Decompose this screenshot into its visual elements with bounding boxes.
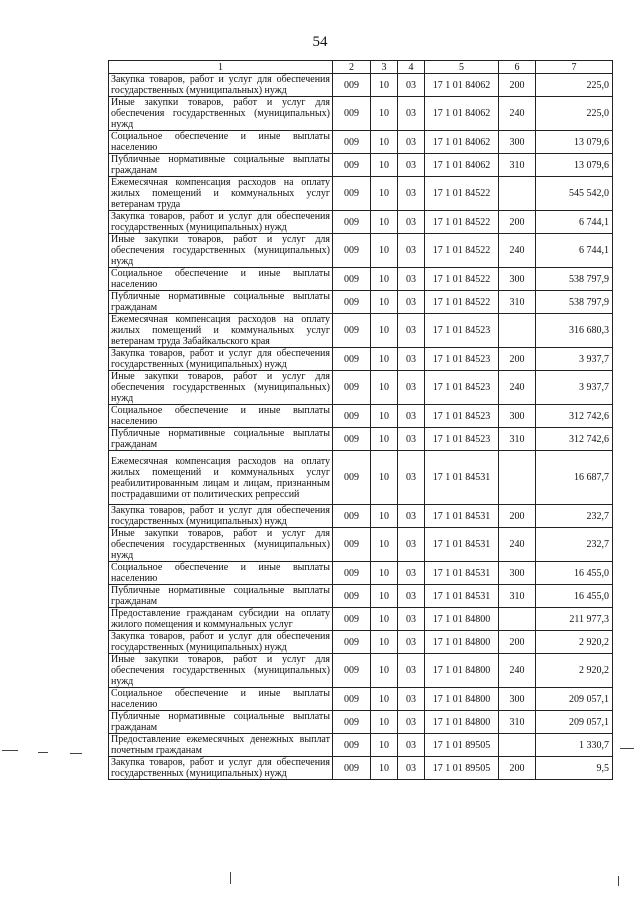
column-header: 2 — [333, 61, 371, 74]
cell-col5: 17 1 01 84800 — [425, 608, 499, 631]
cell-col4: 03 — [398, 234, 425, 268]
scan-artifact — [230, 872, 231, 884]
row-name: Закупка товаров, работ и услуг для обеспечения государственных (муниципальных) нужд — [109, 74, 333, 97]
cell-col5: 17 1 01 84531 — [425, 585, 499, 608]
table-row — [109, 291, 613, 314]
row-name: Иные закупки товаров, работ и услуг для обеспечения государственных (муниципальных) нужд — [109, 371, 333, 405]
cell-col3: 10 — [371, 711, 398, 734]
cell-col3: 10 — [371, 131, 398, 154]
cell-col6: 240 — [499, 528, 536, 562]
cell-col3: 10 — [371, 734, 398, 757]
table-row — [109, 428, 613, 451]
budget-table — [108, 60, 613, 780]
cell-col3: 10 — [371, 234, 398, 268]
table-row — [109, 631, 613, 654]
cell-col2: 009 — [333, 654, 371, 688]
cell-col7: 16 687,7 — [536, 451, 613, 505]
table-row — [109, 74, 613, 97]
cell-col5: 17 1 01 84522 — [425, 211, 499, 234]
table-row — [109, 757, 613, 780]
cell-col2: 009 — [333, 74, 371, 97]
cell-col3: 10 — [371, 74, 398, 97]
cell-col5: 17 1 01 84800 — [425, 688, 499, 711]
cell-col7: 6 744,1 — [536, 234, 613, 268]
cell-col2: 009 — [333, 428, 371, 451]
cell-col7: 225,0 — [536, 74, 613, 97]
table-row — [109, 405, 613, 428]
cell-col4: 03 — [398, 528, 425, 562]
column-header: 5 — [425, 61, 499, 74]
cell-col2: 009 — [333, 505, 371, 528]
cell-col2: 009 — [333, 608, 371, 631]
cell-col4: 03 — [398, 348, 425, 371]
cell-col5: 17 1 01 89505 — [425, 734, 499, 757]
cell-col3: 10 — [371, 348, 398, 371]
cell-col6: 310 — [499, 585, 536, 608]
column-header: 4 — [398, 61, 425, 74]
cell-col6: 300 — [499, 268, 536, 291]
cell-col3: 10 — [371, 291, 398, 314]
row-name: Социальное обеспечение и иные выплаты населению — [109, 562, 333, 585]
row-name: Социальное обеспечение и иные выплаты населению — [109, 268, 333, 291]
cell-col2: 009 — [333, 234, 371, 268]
cell-col7: 232,7 — [536, 528, 613, 562]
cell-col7: 3 937,7 — [536, 371, 613, 405]
cell-col6: 200 — [499, 631, 536, 654]
cell-col3: 10 — [371, 451, 398, 505]
row-name: Ежемесячная компенсация расходов на оплату жилых помещений и коммунальных услуг ветеранам труда Забайкальского края — [109, 314, 333, 348]
row-name: Закупка товаров, работ и услуг для обеспечения государственных (муниципальных) нужд — [109, 505, 333, 528]
cell-col4: 03 — [398, 154, 425, 177]
cell-col3: 10 — [371, 562, 398, 585]
cell-col3: 10 — [371, 688, 398, 711]
cell-col6: 300 — [499, 405, 536, 428]
table-row — [109, 348, 613, 371]
row-name: Иные закупки товаров, работ и услуг для обеспечения государственных (муниципальных) нужд — [109, 97, 333, 131]
cell-col2: 009 — [333, 131, 371, 154]
table-row — [109, 234, 613, 268]
cell-col3: 10 — [371, 608, 398, 631]
cell-col5: 17 1 01 84523 — [425, 348, 499, 371]
cell-col5: 17 1 01 84522 — [425, 268, 499, 291]
cell-col6: 240 — [499, 371, 536, 405]
cell-col5: 17 1 01 84531 — [425, 451, 499, 505]
row-name: Социальное обеспечение и иные выплаты населению — [109, 131, 333, 154]
cell-col4: 03 — [398, 562, 425, 585]
cell-col2: 009 — [333, 562, 371, 585]
scan-artifact — [70, 753, 82, 754]
row-name: Публичные нормативные социальные выплаты гражданам — [109, 291, 333, 314]
cell-col2: 009 — [333, 371, 371, 405]
table-row — [109, 268, 613, 291]
table-header-row — [109, 61, 613, 74]
cell-col4: 03 — [398, 405, 425, 428]
column-header: 6 — [499, 61, 536, 74]
cell-col3: 10 — [371, 154, 398, 177]
cell-col5: 17 1 01 84062 — [425, 97, 499, 131]
column-header: 3 — [371, 61, 398, 74]
cell-col2: 009 — [333, 97, 371, 131]
cell-col5: 17 1 01 84522 — [425, 234, 499, 268]
cell-col6: 240 — [499, 654, 536, 688]
cell-col6 — [499, 177, 536, 211]
cell-col5: 17 1 01 84800 — [425, 654, 499, 688]
cell-col7: 232,7 — [536, 505, 613, 528]
cell-col5: 17 1 01 84531 — [425, 505, 499, 528]
cell-col4: 03 — [398, 97, 425, 131]
cell-col4: 03 — [398, 608, 425, 631]
cell-col6: 300 — [499, 131, 536, 154]
cell-col3: 10 — [371, 428, 398, 451]
cell-col2: 009 — [333, 405, 371, 428]
row-name: Ежемесячная компенсация расходов на оплату жилых помещений и коммунальных услуг реабилитированным лицам и лицам, признанным пострадавшими от политических репрессий — [109, 451, 333, 505]
cell-col4: 03 — [398, 131, 425, 154]
cell-col5: 17 1 01 89505 — [425, 757, 499, 780]
cell-col7: 16 455,0 — [536, 562, 613, 585]
cell-col6: 200 — [499, 211, 536, 234]
cell-col2: 009 — [333, 348, 371, 371]
cell-col5: 17 1 01 84522 — [425, 177, 499, 211]
row-name: Предоставление гражданам субсидии на оплату жилого помещения и коммунальных услуг — [109, 608, 333, 631]
cell-col2: 009 — [333, 688, 371, 711]
cell-col2: 009 — [333, 154, 371, 177]
row-name: Иные закупки товаров, работ и услуг для обеспечения государственных (муниципальных) нужд — [109, 528, 333, 562]
cell-col7: 538 797,9 — [536, 268, 613, 291]
table-row — [109, 131, 613, 154]
cell-col7: 2 920,2 — [536, 654, 613, 688]
page-number: 54 — [312, 34, 328, 50]
row-name: Закупка товаров, работ и услуг для обеспечения государственных (муниципальных) нужд — [109, 348, 333, 371]
cell-col4: 03 — [398, 428, 425, 451]
table-row — [109, 451, 613, 505]
row-name: Социальное обеспечение и иные выплаты населению — [109, 688, 333, 711]
cell-col7: 13 079,6 — [536, 154, 613, 177]
cell-col3: 10 — [371, 405, 398, 428]
cell-col6 — [499, 314, 536, 348]
cell-col4: 03 — [398, 654, 425, 688]
cell-col4: 03 — [398, 371, 425, 405]
cell-col5: 17 1 01 84523 — [425, 314, 499, 348]
cell-col2: 009 — [333, 451, 371, 505]
column-header: 1 — [109, 61, 333, 74]
cell-col2: 009 — [333, 711, 371, 734]
table-row — [109, 505, 613, 528]
cell-col6: 240 — [499, 97, 536, 131]
scan-artifact — [620, 748, 634, 749]
cell-col7: 209 057,1 — [536, 688, 613, 711]
cell-col4: 03 — [398, 711, 425, 734]
cell-col5: 17 1 01 84062 — [425, 154, 499, 177]
scan-artifact — [38, 752, 48, 753]
table-row — [109, 688, 613, 711]
cell-col3: 10 — [371, 585, 398, 608]
row-name: Ежемесячная компенсация расходов на оплату жилых помещений и коммунальных услуг ветеранам труда — [109, 177, 333, 211]
table-row — [109, 585, 613, 608]
cell-col2: 009 — [333, 631, 371, 654]
table-row — [109, 562, 613, 585]
cell-col2: 009 — [333, 177, 371, 211]
row-name: Иные закупки товаров, работ и услуг для обеспечения государственных (муниципальных) нужд — [109, 654, 333, 688]
cell-col6: 310 — [499, 291, 536, 314]
cell-col4: 03 — [398, 505, 425, 528]
cell-col7: 16 455,0 — [536, 585, 613, 608]
cell-col6: 200 — [499, 757, 536, 780]
cell-col5: 17 1 01 84062 — [425, 131, 499, 154]
cell-col4: 03 — [398, 688, 425, 711]
row-name: Иные закупки товаров, работ и услуг для обеспечения государственных (муниципальных) нужд — [109, 234, 333, 268]
cell-col7: 316 680,3 — [536, 314, 613, 348]
row-name: Предоставление ежемесячных денежных выплат почетным гражданам — [109, 734, 333, 757]
table-row — [109, 154, 613, 177]
table-row — [109, 314, 613, 348]
table-row — [109, 528, 613, 562]
cell-col4: 03 — [398, 211, 425, 234]
cell-col5: 17 1 01 84800 — [425, 711, 499, 734]
row-name: Публичные нормативные социальные выплаты гражданам — [109, 154, 333, 177]
cell-col7: 13 079,6 — [536, 131, 613, 154]
cell-col2: 009 — [333, 211, 371, 234]
cell-col7: 225,0 — [536, 97, 613, 131]
cell-col5: 17 1 01 84531 — [425, 562, 499, 585]
cell-col7: 1 330,7 — [536, 734, 613, 757]
row-name: Закупка товаров, работ и услуг для обеспечения государственных (муниципальных) нужд — [109, 757, 333, 780]
cell-col7: 209 057,1 — [536, 711, 613, 734]
row-name: Публичные нормативные социальные выплаты гражданам — [109, 585, 333, 608]
row-name: Закупка товаров, работ и услуг для обеспечения государственных (муниципальных) нужд — [109, 631, 333, 654]
cell-col3: 10 — [371, 631, 398, 654]
cell-col6 — [499, 734, 536, 757]
cell-col2: 009 — [333, 757, 371, 780]
cell-col2: 009 — [333, 585, 371, 608]
cell-col7: 545 542,0 — [536, 177, 613, 211]
cell-col3: 10 — [371, 211, 398, 234]
cell-col2: 009 — [333, 734, 371, 757]
table-row — [109, 211, 613, 234]
cell-col3: 10 — [371, 268, 398, 291]
table-row — [109, 177, 613, 211]
cell-col7: 3 937,7 — [536, 348, 613, 371]
cell-col6 — [499, 451, 536, 505]
cell-col3: 10 — [371, 371, 398, 405]
cell-col4: 03 — [398, 314, 425, 348]
cell-col4: 03 — [398, 451, 425, 505]
cell-col7: 538 797,9 — [536, 291, 613, 314]
cell-col4: 03 — [398, 734, 425, 757]
cell-col3: 10 — [371, 177, 398, 211]
cell-col7: 2 920,2 — [536, 631, 613, 654]
cell-col3: 10 — [371, 654, 398, 688]
cell-col3: 10 — [371, 528, 398, 562]
cell-col5: 17 1 01 84523 — [425, 428, 499, 451]
cell-col4: 03 — [398, 268, 425, 291]
cell-col6: 200 — [499, 348, 536, 371]
row-name: Публичные нормативные социальные выплаты гражданам — [109, 711, 333, 734]
cell-col7: 6 744,1 — [536, 211, 613, 234]
column-header: 7 — [536, 61, 613, 74]
cell-col6 — [499, 608, 536, 631]
cell-col2: 009 — [333, 291, 371, 314]
cell-col3: 10 — [371, 505, 398, 528]
cell-col5: 17 1 01 84523 — [425, 371, 499, 405]
cell-col5: 17 1 01 84062 — [425, 74, 499, 97]
cell-col3: 10 — [371, 97, 398, 131]
scan-artifact — [2, 750, 18, 751]
cell-col7: 312 742,6 — [536, 405, 613, 428]
cell-col6: 200 — [499, 505, 536, 528]
cell-col7: 211 977,3 — [536, 608, 613, 631]
cell-col2: 009 — [333, 528, 371, 562]
row-name: Закупка товаров, работ и услуг для обеспечения государственных (муниципальных) нужд — [109, 211, 333, 234]
cell-col2: 009 — [333, 268, 371, 291]
table-row — [109, 734, 613, 757]
scan-artifact — [618, 876, 619, 886]
cell-col7: 9,5 — [536, 757, 613, 780]
cell-col6: 310 — [499, 428, 536, 451]
cell-col4: 03 — [398, 585, 425, 608]
cell-col5: 17 1 01 84522 — [425, 291, 499, 314]
row-name: Публичные нормативные социальные выплаты гражданам — [109, 428, 333, 451]
table-row — [109, 371, 613, 405]
cell-col7: 312 742,6 — [536, 428, 613, 451]
cell-col6: 310 — [499, 154, 536, 177]
cell-col6: 300 — [499, 562, 536, 585]
cell-col4: 03 — [398, 631, 425, 654]
cell-col5: 17 1 01 84523 — [425, 405, 499, 428]
cell-col6: 240 — [499, 234, 536, 268]
cell-col5: 17 1 01 84800 — [425, 631, 499, 654]
table-row — [109, 97, 613, 131]
cell-col4: 03 — [398, 74, 425, 97]
cell-col3: 10 — [371, 757, 398, 780]
cell-col4: 03 — [398, 291, 425, 314]
row-name: Социальное обеспечение и иные выплаты населению — [109, 405, 333, 428]
table-row — [109, 654, 613, 688]
cell-col3: 10 — [371, 314, 398, 348]
cell-col4: 03 — [398, 757, 425, 780]
cell-col6: 200 — [499, 74, 536, 97]
cell-col6: 300 — [499, 688, 536, 711]
table-row — [109, 711, 613, 734]
cell-col2: 009 — [333, 314, 371, 348]
cell-col4: 03 — [398, 177, 425, 211]
cell-col5: 17 1 01 84531 — [425, 528, 499, 562]
cell-col6: 310 — [499, 711, 536, 734]
table-row — [109, 608, 613, 631]
